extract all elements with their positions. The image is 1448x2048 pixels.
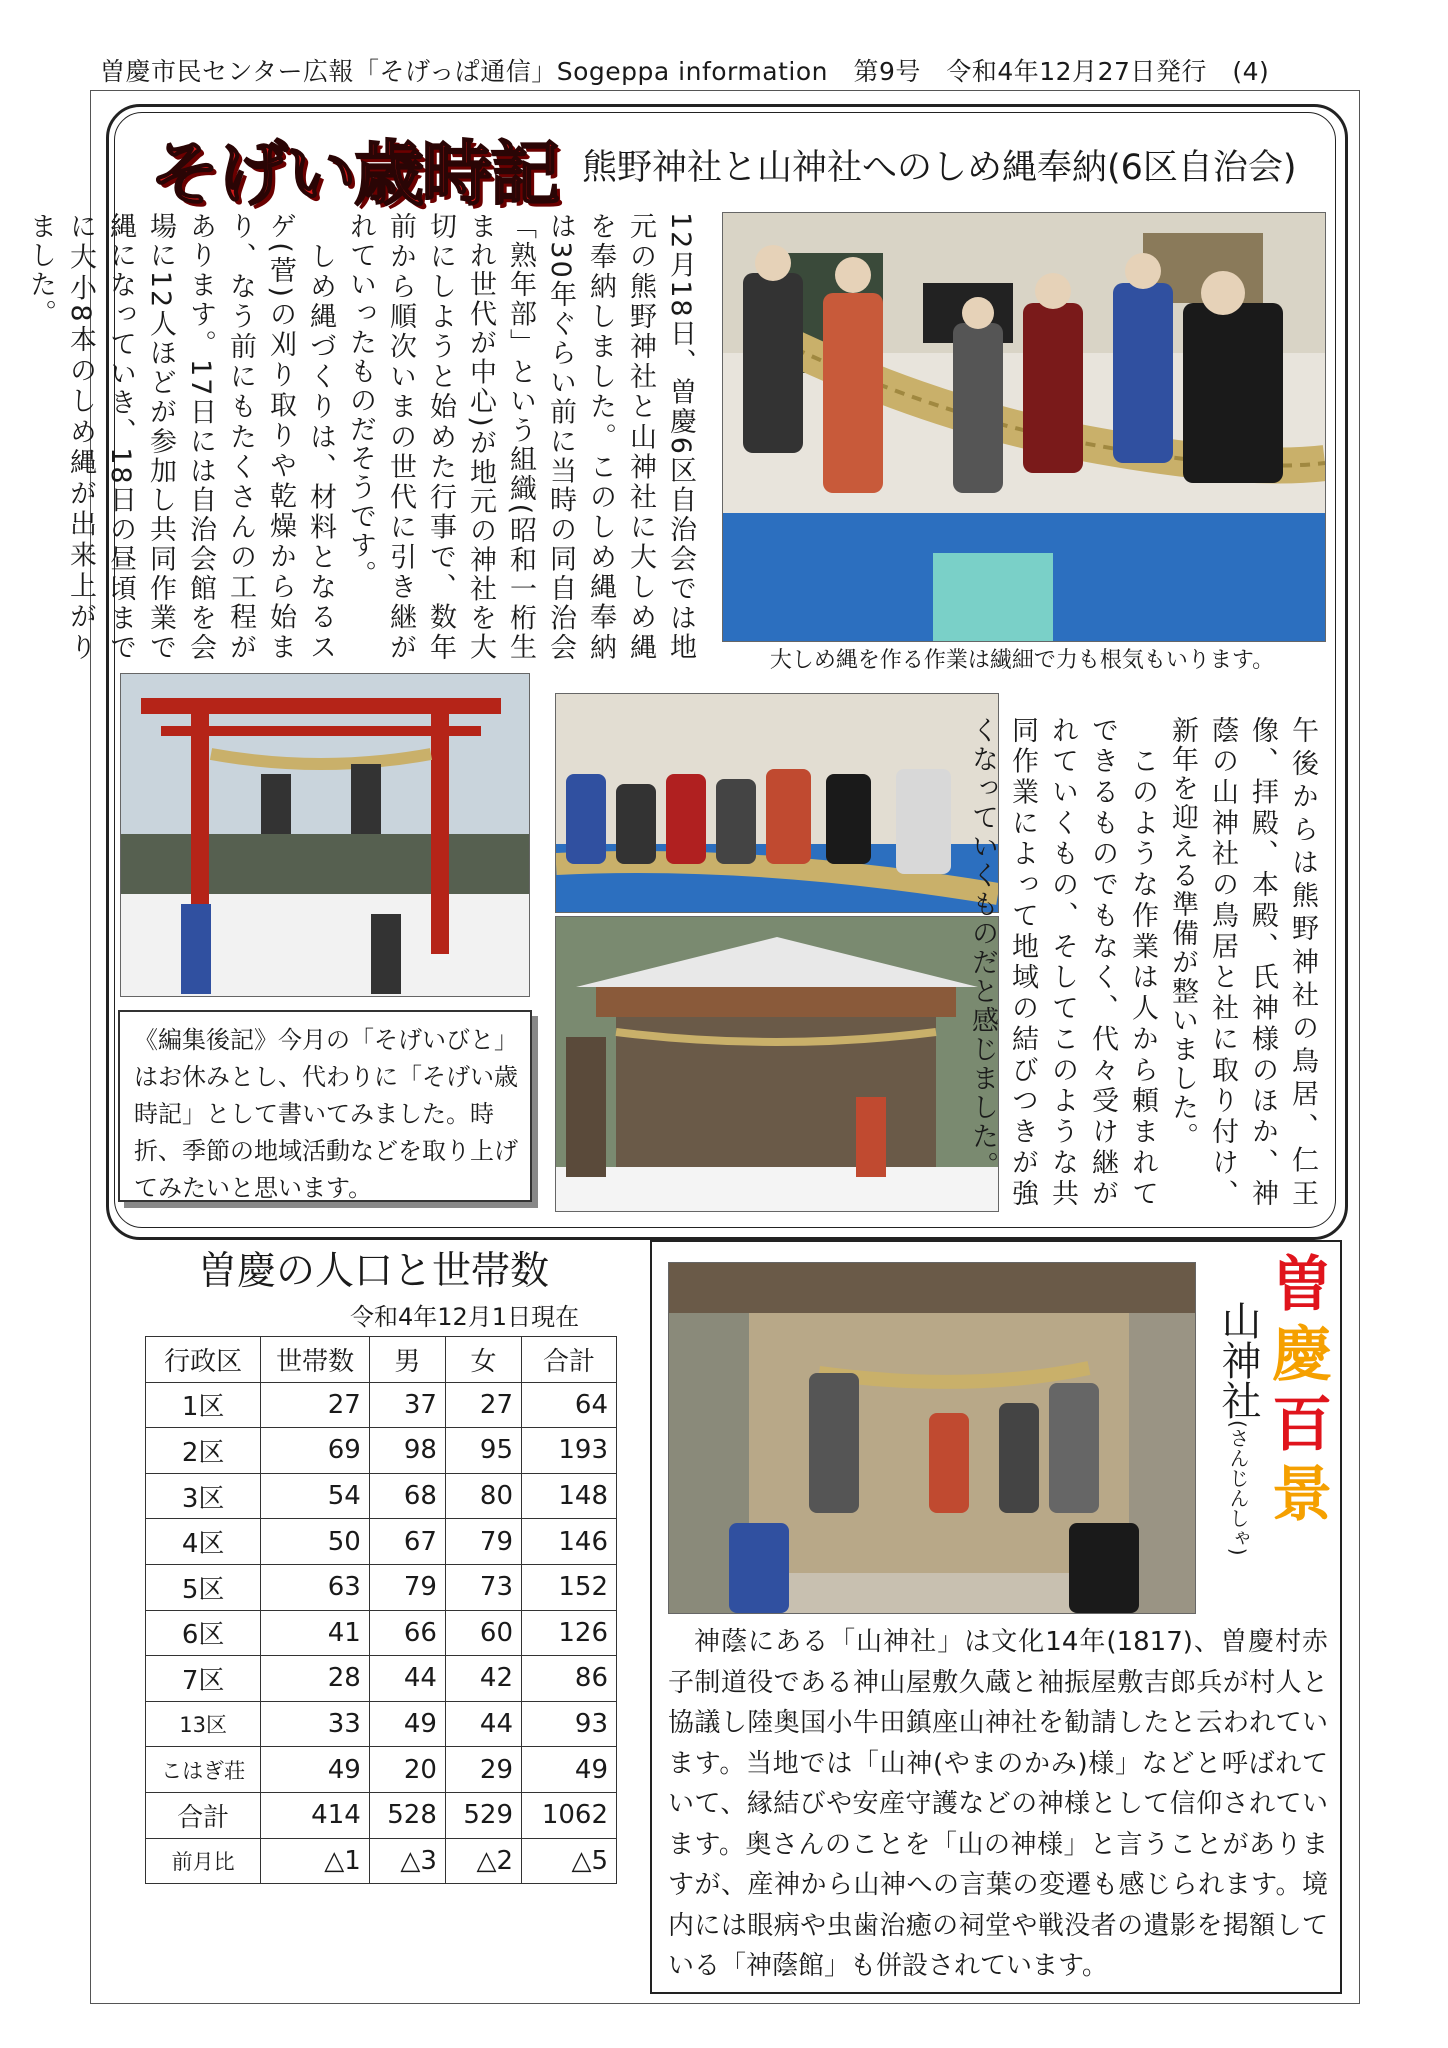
table-cell: 414 [261, 1792, 369, 1838]
editor-note-box [118, 1010, 532, 1202]
table-cell: 44 [369, 1656, 445, 1702]
feature-body-part2: 午後からは熊野神社の鳥居、仁王像、拝殿、本殿、氏神様のほか、神蔭の山神社の鳥居と社に取り付け、新年を迎える準備が整いました。 このような作業は人から頼まれてできるものでもなく、代々受け継がれていくもの、そしてこのような共同作業によって地域の結びつきが強くなっていくものだと感じました。 [967, 716, 1318, 1208]
table-row [146, 1564, 617, 1610]
table-cell: 60 [445, 1610, 521, 1656]
photo-group-with-shimenawa [555, 693, 999, 913]
row-label-cell: 1区 [146, 1382, 261, 1428]
column-header: 男 [369, 1337, 445, 1383]
table-row [146, 1473, 617, 1519]
table-cell: 33 [261, 1701, 369, 1747]
table-cell: 93 [522, 1701, 617, 1747]
table-cell: 73 [445, 1564, 521, 1610]
table-cell: 49 [261, 1747, 369, 1793]
table-cell: 80 [445, 1473, 521, 1519]
table-cell: 20 [369, 1747, 445, 1793]
table-row [146, 1610, 617, 1656]
row-label-cell: 2区 [146, 1428, 261, 1474]
table-cell: 44 [445, 1701, 521, 1747]
table-cell: 529 [445, 1792, 521, 1838]
title-char: 景 [1272, 1460, 1332, 1530]
table-cell: △2 [445, 1838, 521, 1884]
table-cell: 49 [369, 1701, 445, 1747]
table-cell: 54 [261, 1473, 369, 1519]
sogei-hyakkei-body: 神蔭にある「山神社」は文化14年(1817)、曽慶村赤子制道役である神山屋敷久蔵と袖振屋敷吉郎兵が村人と協議し陸奥国小牛田鎮座山神社を勧請したと云われています。当地では「山神(やまのかみ)様」などと呼ばれていて、縁結びや安産守護などの神様として信仰されています。奥さんのことを「山の神様」と言うことがありますが、産神から山神への言葉の変遷も感じられます。境内には眼病や虫歯治癒の祠堂や戦没者の遺影を掲額している「神蔭館」も併設されています。 [668, 1627, 1328, 1981]
table-cell: 79 [445, 1519, 521, 1565]
population-table [145, 1336, 617, 1884]
table-cell: 63 [261, 1564, 369, 1610]
table-row [146, 1792, 617, 1838]
shrine-name-vertical [1210, 1300, 1267, 1556]
editor-note-text: 《編集後記》今月の「そげいびと」はお休みとし、代わりに「そげい歳時記」として書いてみました。時折、季節の地域活動などを取り上げてみたいと思います。 [134, 1026, 518, 1202]
population-title: 曽慶の人口と世帯数 [198, 1249, 550, 1294]
photo-shimenawa-making [722, 212, 1326, 642]
newsletter-header: 曽慶市民センター広報「そげっぱ通信」Sogeppa information 第9号 令和4年12月27日発行 (4) [100, 57, 1270, 86]
row-label-cell: 合計 [146, 1792, 261, 1838]
table-cell: 528 [369, 1792, 445, 1838]
table-row [146, 1382, 617, 1428]
table-cell: 98 [369, 1428, 445, 1474]
table-cell: 41 [261, 1610, 369, 1656]
table-cell: 152 [522, 1564, 617, 1610]
table-cell: 67 [369, 1519, 445, 1565]
table-row [146, 1656, 617, 1702]
shrine-name: 山神社 [1215, 1300, 1261, 1420]
table-row [146, 1747, 617, 1793]
table-cell: 27 [445, 1382, 521, 1428]
title-char: 曽 [1272, 1250, 1332, 1320]
column-header: 世帯数 [261, 1337, 369, 1383]
table-cell: 29 [445, 1747, 521, 1793]
table-cell: 146 [522, 1519, 617, 1565]
sogei-hyakkei-title [1272, 1250, 1332, 1530]
column-header: 行政区 [146, 1337, 261, 1383]
column-header: 女 [445, 1337, 521, 1383]
sogei-saijiki-logo: そげい歳時記 [150, 133, 558, 215]
table-cell: 148 [522, 1473, 617, 1519]
table-row [146, 1701, 617, 1747]
table-cell: 28 [261, 1656, 369, 1702]
table-cell: 37 [369, 1382, 445, 1428]
table-cell: 79 [369, 1564, 445, 1610]
row-label-cell: 4区 [146, 1519, 261, 1565]
photo-caption: 大しめ縄を作る作業は繊細で力も根気もいります。 [769, 648, 1275, 673]
shrine-reading: (さんじんしゃ) [1226, 1420, 1250, 1556]
table-row [146, 1838, 617, 1884]
title-char: 慶 [1272, 1320, 1332, 1390]
table-cell: △5 [522, 1838, 617, 1884]
table-cell: △3 [369, 1838, 445, 1884]
table-row [146, 1428, 617, 1474]
table-cell: 86 [522, 1656, 617, 1702]
table-cell: 95 [445, 1428, 521, 1474]
feature-body-part1: 12月18日、曽慶6区自治会では地元の熊野神社と山神社に大しめ縄を奉納しました。このしめ縄奉納は30年ぐらい前に当時の同自治会「熟年部」という組織(昭和一桁生まれ世代が中心)が地元の神社を大切にしようと始めた行事で、数年前から順次いまの世代に引き継がれていったものだそうです。 しめ縄づくりは、材料となるスゲ(菅)の刈り取りや乾燥から始まり、なう前にもたくさんの工程があります。17日には自治会館を会場に12人ほどが参加し共同作業で縄になっていき、18日の昼頃までに大小8本のしめ縄が出来上がりました。 [25, 212, 696, 662]
table-cell: 126 [522, 1610, 617, 1656]
row-label-cell: 5区 [146, 1564, 261, 1610]
row-label-cell: こはぎ荘 [146, 1747, 261, 1793]
photo-yamagami-shrine [668, 1262, 1196, 1614]
table-cell: 27 [261, 1382, 369, 1428]
table-cell: 68 [369, 1473, 445, 1519]
table-header-row [146, 1337, 617, 1383]
table-row [146, 1519, 617, 1565]
population-date: 令和4年12月1日現在 [350, 1303, 580, 1331]
row-label-cell: 6区 [146, 1610, 261, 1656]
photo-kumano-shrine [555, 916, 999, 1212]
table-cell: 50 [261, 1519, 369, 1565]
row-label-cell: 7区 [146, 1656, 261, 1702]
feature-headline: 熊野神社と山神社へのしめ縄奉納(6区自治会) [582, 148, 1297, 188]
row-label-cell: 3区 [146, 1473, 261, 1519]
column-header: 合計 [522, 1337, 617, 1383]
table-cell: 42 [445, 1656, 521, 1702]
table-cell: 69 [261, 1428, 369, 1474]
photo-torii-gate [120, 673, 530, 997]
row-label-cell: 前月比 [146, 1838, 261, 1884]
table-cell: 49 [522, 1747, 617, 1793]
title-char: 百 [1272, 1390, 1332, 1460]
table-cell: 66 [369, 1610, 445, 1656]
table-cell: 1062 [522, 1792, 617, 1838]
table-cell: 64 [522, 1382, 617, 1428]
row-label-cell: 13区 [146, 1701, 261, 1747]
table-cell: 193 [522, 1428, 617, 1474]
table-cell: △1 [261, 1838, 369, 1884]
